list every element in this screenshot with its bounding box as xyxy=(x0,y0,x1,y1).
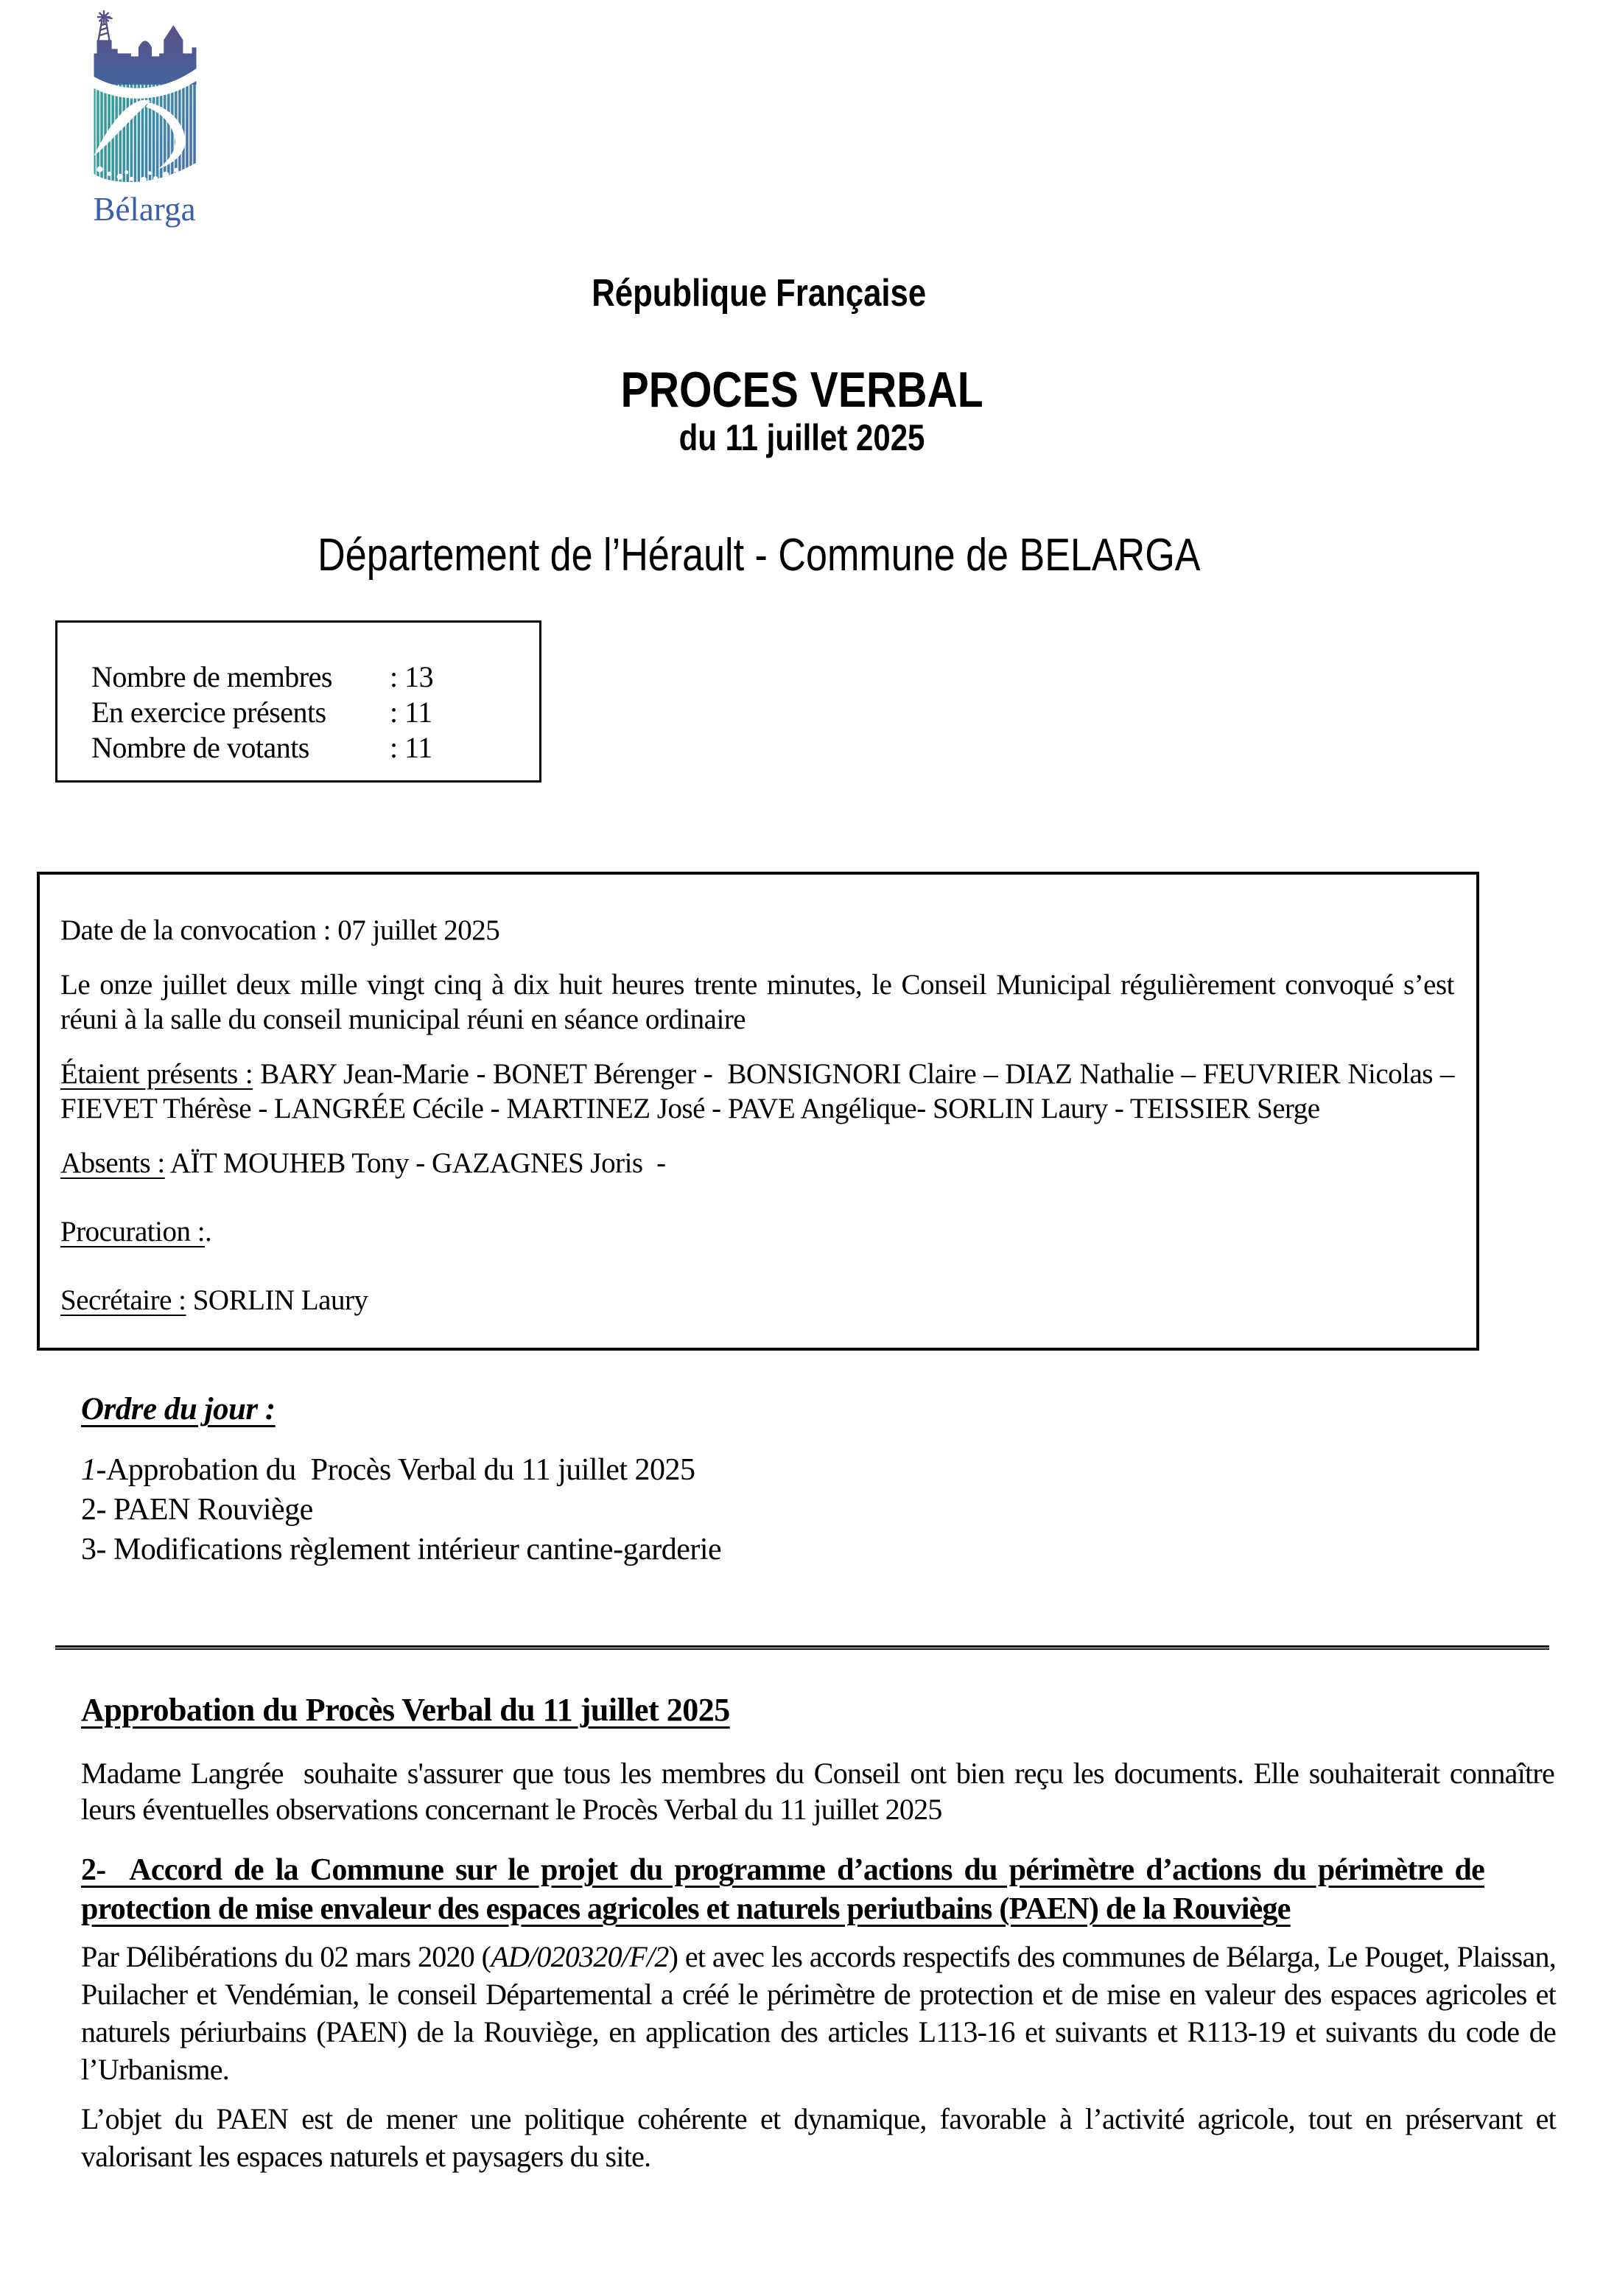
subtitle-text: du 11 juillet 2025 xyxy=(678,417,925,458)
paen-para1-after: ) et avec les accords respectifs des communes de Bélarga, Le Pouget, Plaissan, Puilacher et Vendémian, le conseil Départemental a créé le périmètre de protection et de mise en valeur des espaces agricoles et naturels périurbains (PAEN) de la Rouviège, en application des articles L113-16 et suivants et R113-19 et suivants du code de l’Urbanisme. xyxy=(81,1940,1556,2086)
members-row xyxy=(91,695,539,730)
approbation-section-heading: Approbation du Procès Verbal du 11 juillet 2025 xyxy=(81,1692,730,1728)
approbation-section-body: Madame Langrée souhaite s'assurer que tous les membres du Conseil ont bien reçu les documents. Elle souhaiterait connaître leurs éventuelles observations concernant le Procès Verbal du 11 juillet 2025 xyxy=(81,1757,1554,1826)
absent-names: AÏT MOUHEB Tony - GAZAGNES Joris - xyxy=(169,1147,666,1179)
procuration-label: Procuration : xyxy=(60,1216,206,1247)
session-details-box xyxy=(37,872,1479,1351)
members-row xyxy=(91,659,539,695)
deliberation-reference: AD/020320/F/2 xyxy=(491,1940,669,1973)
agenda-item-number: 2- xyxy=(81,1493,106,1527)
logo-caption: Bélarga xyxy=(93,191,196,228)
agenda-item-text: Modifications règlement intérieur cantine-garderie xyxy=(106,1533,722,1567)
members-count-box xyxy=(55,620,541,783)
department-heading xyxy=(0,529,1518,581)
agenda-item-3 xyxy=(81,1530,721,1569)
present-label: Étaient présents : xyxy=(60,1058,253,1090)
paen-section-heading: 2- Accord de la Commune sur le projet du programme d’actions du périmètre d’actions du périmètre de protection de mise envaleur des espaces agricoles et naturels periutbains (PAEN) de la Rouviège xyxy=(81,1853,1484,1926)
windpump-icon xyxy=(97,10,113,41)
convocation-date-line: Date de la convocation : 07 juillet 2025 xyxy=(60,914,500,946)
village-skyline-logo-icon xyxy=(88,10,200,187)
section-divider-rule xyxy=(55,1645,1549,1650)
agenda-item-text: PAEN Rouviège xyxy=(106,1493,313,1527)
members-row-value: : 11 xyxy=(390,696,432,729)
absent-members-paragraph xyxy=(60,1146,1454,1180)
agenda-item-text: Approbation du Procès Verbal du 11 juillet 2025 xyxy=(106,1453,695,1487)
session-intro-paragraph: Le onze juillet deux mille vingt cinq à dix huit heures trente minutes, le Conseil Municipal régulièrement convoqué s’est réuni à la salle du conseil municipal réuni en séance ordinaire xyxy=(60,969,1454,1035)
department-text: Département de l’Hérault - Commune de BELARGA xyxy=(317,530,1201,581)
agenda-item-2 xyxy=(81,1490,721,1530)
members-row-label: Nombre de votants xyxy=(91,731,309,764)
procuration-value: . xyxy=(205,1216,212,1247)
paen-paragraph-1 xyxy=(81,1938,1556,2088)
agenda-item-number: 3- xyxy=(81,1533,106,1567)
commune-logo xyxy=(88,10,200,226)
agenda-item-number: 1- xyxy=(81,1453,106,1487)
meeting-date-heading xyxy=(0,416,1518,459)
members-row-value: : 11 xyxy=(390,731,432,764)
paen-para1-before: Par Délibérations du 02 mars 2020 ( xyxy=(81,1940,491,1973)
secretary-label: Secrétaire : xyxy=(60,1284,186,1316)
paen-paragraph-2: L’objet du PAEN est de mener une politique cohérente et dynamique, favorable à l’activité agricole, tout en préservant et valorisant les espaces naturels et paysagers du site. xyxy=(81,2102,1556,2173)
republic-text: République Française xyxy=(592,272,926,315)
republic-heading xyxy=(0,271,1518,315)
members-row xyxy=(91,730,539,766)
title-text: PROCES VERBAL xyxy=(620,362,983,418)
procuration-paragraph xyxy=(60,1214,1454,1249)
agenda-title: Ordre du jour : xyxy=(81,1392,276,1427)
secretary-paragraph xyxy=(60,1283,1454,1317)
present-names: BARY Jean-Marie - BONET Bérenger - BONSIGNORI Claire – DIAZ Nathalie – FEUVRIER Nicolas – FIEVET Thérèse - LANGRÉE Cécile - MARTINEZ José - PAVE Angélique- SORLIN Laury - TEISSIER Serge xyxy=(60,1058,1454,1124)
agenda-item-1 xyxy=(81,1450,721,1490)
members-row-label: En exercice présents xyxy=(91,696,326,729)
secretary-value: SORLIN Laury xyxy=(192,1284,368,1316)
present-members-paragraph xyxy=(60,1057,1454,1126)
page-title xyxy=(0,361,1518,419)
members-row-label: Nombre de membres xyxy=(91,660,332,693)
agenda-list xyxy=(81,1450,721,1569)
absent-label: Absents : xyxy=(60,1147,165,1179)
members-row-value: : 13 xyxy=(390,660,434,693)
